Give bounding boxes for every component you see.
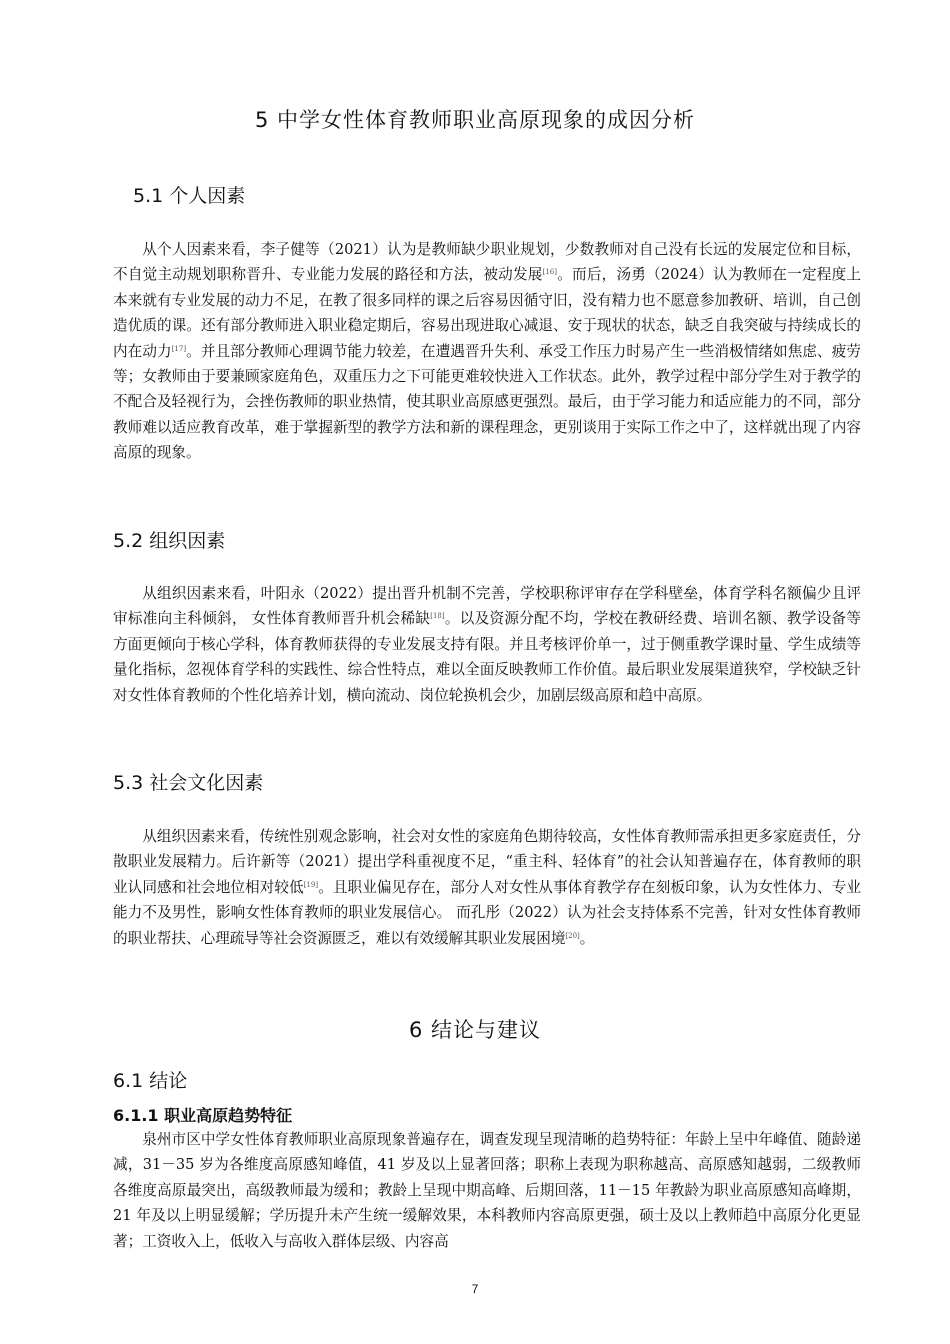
section-5-2-heading: 5.2 组织因素 — [113, 530, 226, 552]
paragraph-text: 。以及资源分配不均，学校在教研经费、培训名额、教学设备等方面更倾向于核心学科，体育教师获得的专业发展支持有限。并且考核评价单一，过于侧重教学课时量、学生成绩等量化指标，忽视体育学科的实践性、综合性特点，难以全面反映教师工作价值。最后职业发展渠道狭窄，学校缺乏针对女性体育教师的个性化培养计划，横向流动、岗位轮换机会少，加剧层级高原和趋中高原。 — [113, 610, 861, 704]
citation-16: [16] — [542, 268, 557, 277]
paragraph-text: 从组织因素来看，叶阳永（2022）提出晋升机制不完善，学校职称评审存在学科壁垒，体育学科名额偏少且评审标准向主科倾斜， 女性体育教师晋升机会稀缺 — [113, 585, 861, 628]
section-6-1-1-heading: 6.1.1 职业高原趋势特征 — [113, 1106, 293, 1125]
section-5-2-paragraph — [113, 581, 861, 708]
section-5-3-paragraph — [113, 824, 861, 951]
citation-19: [19] — [303, 880, 319, 889]
section-6-1-heading: 6.1 结论 — [113, 1070, 188, 1092]
section-5-1-paragraph — [113, 237, 861, 466]
paragraph-text: 从个人因素来看，李子健等（2021）认为是教师缺少职业规划，少数教师对自己没有长远的发展定位和目标，不自觉主动规划职称晋升、专业能力发展的路径和方法，被动发展 — [113, 241, 861, 284]
paragraph-text: 。且职业偏见存在，部分人对女性从事体育教学存在刻板印象，认为女性体力、专业能力不及男性，影响女性体育教师的职业发展信心。 而孔彤（2022）认为社会支持体系不完善，针对女性体育教师的职业帮扶、心理疏导等社会资源匮乏，难以有效缓解其职业发展困境 — [113, 878, 861, 947]
citation-17: [17] — [171, 344, 187, 353]
citation-20: [20] — [565, 931, 580, 940]
section-5-3-heading: 5.3 社会文化因素 — [113, 772, 264, 794]
paragraph-text: 从组织因素来看，传统性别观念影响，社会对女性的家庭角色期待较高，女性体育教师需承担更多家庭责任，分散职业发展精力。后许新等（2021）提出学科重视度不足，“重主科、轻体育”的社会认知普遍存在，体育教师的职业认同感和社会地位相对较低 — [113, 828, 861, 896]
page-number: 7 — [471, 1282, 479, 1296]
citation-18: [18] — [430, 612, 445, 621]
paragraph-text: 。而后，汤勇（2024）认为教师在一定程度上本来就有专业发展的动力不足，在教了很多同样的课之后容易因循守旧，没有精力也不愿意参加教研、培训，自己创造优质的课。还有部分教师进入职业稳定期后，容易出现进取心减退、安于现状的状态，缺乏自我突破与持续成长的内在动力 — [113, 266, 861, 360]
section-6-title: 6 结论与建议 — [408, 1018, 542, 1042]
section-5-title: 5 中学女性体育教师职业高原现象的成因分析 — [254, 108, 696, 132]
paragraph-text: 。 — [579, 929, 595, 947]
section-5-1-heading: 5.1 个人因素 — [133, 185, 246, 207]
paragraph-text: 。并且部分教师心理调节能力较差，在遭遇晋升失利、承受工作压力时易产生一些消极情绪如焦虑、疲劳等；女教师由于要兼顾家庭角色，双重压力之下可能更难较快进入工作状态。此外，教学过程中部分学生对于教学的不配合及轻视行为，会挫伤教师的职业热情，使其职业高原感更强烈。最后，由于学习能力和适应能力的不同，部分教师难以适应教育改革，难于掌握新型的教学方法和新的课程理念，更别谈用于实际工作之中了，这样就出现了内容高原的现象。 — [113, 342, 861, 462]
section-6-1-1-paragraph: 泉州市区中学女性体育教师职业高原现象普遍存在，调查发现呈现清晰的趋势特征：年龄上呈中年峰值、随龄递减，31－35 岁为各维度高原感知峰值，41 岁及以上显著回落；职称上表现为职称越高、高原感知越弱，二级教师各维度高原最突出，高级教师最为缓和；教龄上呈现中期高峰、后期回落，11－15 年教龄为职业高原感知高峰期，21 年及以上明显缓解；学历提升未产生统一缓解效果，本科教师内容高原更强，硕士及以上教师趋中高原分化更显著；工资收入上，低收入与高收入群体层级、内容高 — [113, 1131, 861, 1250]
